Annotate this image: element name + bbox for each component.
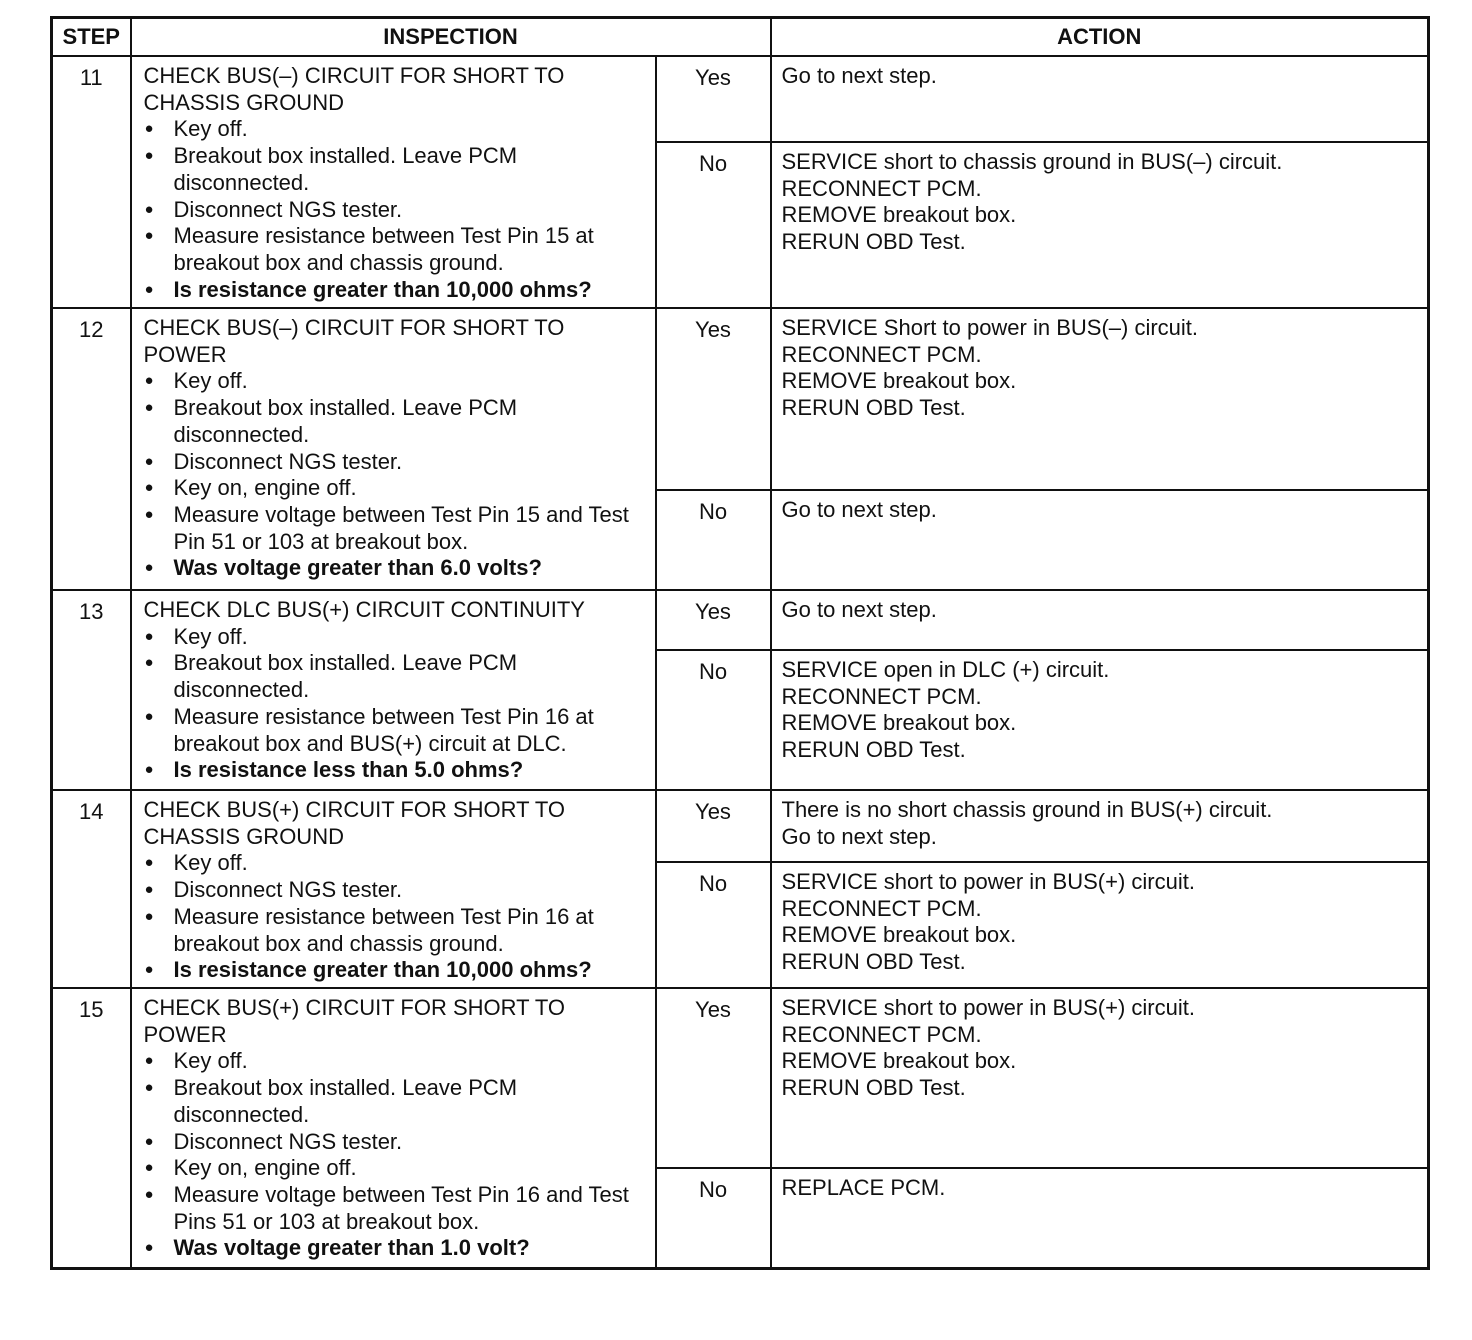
inspection-title: CHECK DLC BUS(+) CIRCUIT CONTINUITY — [143, 597, 585, 622]
action-line: REMOVE breakout box. — [781, 202, 1017, 228]
yes-action — [771, 988, 1429, 1168]
inspection-cell — [131, 790, 656, 988]
step-number: 11 — [52, 56, 131, 308]
action-line: RERUN OBD Test. — [781, 949, 966, 975]
action-line: RECONNECT PCM. — [781, 341, 982, 367]
no-label: No — [656, 862, 771, 988]
inspection-bullet: ● Key on, engine off. — [144, 1155, 647, 1182]
action-line: RECONNECT PCM. — [781, 1021, 982, 1047]
step-number: 14 — [52, 790, 131, 988]
yes-action — [771, 790, 1429, 862]
step-number: 13 — [52, 590, 131, 790]
yes-action — [771, 590, 1429, 650]
no-label: No — [656, 1168, 771, 1268]
action-line: SERVICE Short to power in BUS(–) circuit. — [781, 315, 1199, 340]
action-line: RECONNECT PCM. — [781, 175, 982, 201]
inspection-bullet: ● Key off. — [144, 624, 647, 651]
inspection-title: POWER — [143, 1021, 227, 1047]
action-line: Go to next step. — [781, 597, 937, 622]
inspection-question: ● Was voltage greater than 1.0 volt? — [144, 1235, 647, 1262]
yes-label: Yes — [656, 988, 771, 1168]
yes-label: Yes — [656, 308, 771, 490]
inspection-bullet: ● Key off. — [144, 850, 647, 877]
inspection-cell — [131, 56, 656, 308]
inspection-bullet: ● Breakout box installed. Leave PCM disconnected. — [144, 143, 647, 196]
inspection-bullet: ● Key off. — [144, 1048, 647, 1075]
action-line: RERUN OBD Test. — [781, 1075, 966, 1101]
inspection-bullet: ● Disconnect NGS tester. — [144, 877, 647, 904]
diagnostic-table — [50, 16, 1430, 1270]
header-action: ACTION — [771, 18, 1429, 57]
no-action — [771, 650, 1429, 790]
action-line: RERUN OBD Test. — [781, 737, 966, 763]
action-line: RERUN OBD Test. — [781, 395, 966, 421]
step-number: 15 — [52, 988, 131, 1268]
yes-label: Yes — [656, 790, 771, 862]
inspection-cell — [131, 308, 656, 590]
header-step: STEP — [52, 18, 131, 57]
inspection-bullet: ● Measure voltage between Test Pin 15 and Test Pin 51 or 103 at breakout box. — [144, 502, 647, 555]
inspection-bullets — [144, 368, 647, 582]
action-line: REMOVE breakout box. — [781, 922, 1017, 948]
inspection-bullet: ● Key off. — [144, 368, 647, 395]
inspection-question: ● Was voltage greater than 6.0 volts? — [144, 555, 647, 582]
no-label: No — [656, 142, 771, 308]
action-line: RERUN OBD Test. — [781, 229, 966, 255]
inspection-question: ● Is resistance less than 5.0 ohms? — [144, 757, 647, 784]
inspection-bullet: ● Measure resistance between Test Pin 15 at breakout box and chassis ground. — [144, 223, 647, 276]
step-row-yes — [52, 790, 1429, 862]
yes-action — [771, 308, 1429, 490]
action-line: REMOVE breakout box. — [781, 710, 1017, 736]
action-line: SERVICE short to power in BUS(+) circuit. — [781, 995, 1195, 1020]
inspection-bullet: ● Breakout box installed. Leave PCM disconnected. — [144, 395, 647, 448]
action-line: SERVICE open in DLC (+) circuit. — [781, 657, 1110, 682]
action-line: RECONNECT PCM. — [781, 683, 982, 709]
no-action — [771, 490, 1429, 590]
inspection-title: CHASSIS GROUND — [143, 89, 344, 115]
steps-body — [52, 56, 1429, 1268]
action-line: Go to next step. — [781, 823, 937, 849]
inspection-bullet: ● Measure resistance between Test Pin 16 at breakout box and BUS(+) circuit at DLC. — [144, 704, 647, 757]
inspection-bullet: ● Disconnect NGS tester. — [144, 1129, 647, 1156]
no-label: No — [656, 650, 771, 790]
inspection-title: CHASSIS GROUND — [143, 823, 344, 849]
yes-action — [771, 56, 1429, 142]
inspection-bullet: ● Measure resistance between Test Pin 16 at breakout box and chassis ground. — [144, 904, 647, 957]
action-line: Go to next step. — [781, 497, 937, 522]
action-line: SERVICE short to chassis ground in BUS(–) circuit. — [781, 149, 1283, 174]
inspection-title: CHECK BUS(–) CIRCUIT FOR SHORT TO — [143, 315, 565, 340]
inspection-bullets — [144, 850, 647, 984]
inspection-bullet: ● Breakout box installed. Leave PCM disconnected. — [144, 1075, 647, 1128]
header-inspection: INSPECTION — [131, 18, 771, 57]
inspection-bullet: ● Disconnect NGS tester. — [144, 197, 647, 224]
inspection-title: CHECK BUS(–) CIRCUIT FOR SHORT TO — [143, 63, 565, 88]
inspection-bullets — [144, 1048, 647, 1262]
no-action — [771, 142, 1429, 308]
action-line: SERVICE short to power in BUS(+) circuit. — [781, 869, 1195, 894]
inspection-cell — [131, 988, 656, 1268]
yes-label: Yes — [656, 56, 771, 142]
inspection-title: POWER — [143, 341, 227, 367]
action-line: REMOVE breakout box. — [781, 1048, 1017, 1074]
no-action — [771, 862, 1429, 988]
step-row-yes — [52, 988, 1429, 1168]
inspection-title: CHECK BUS(+) CIRCUIT FOR SHORT TO — [143, 995, 566, 1020]
inspection-bullets — [144, 624, 647, 784]
inspection-bullet: ● Breakout box installed. Leave PCM disconnected. — [144, 650, 647, 703]
yes-label: Yes — [656, 590, 771, 650]
action-line: Go to next step. — [781, 63, 937, 88]
inspection-bullet: ● Measure voltage between Test Pin 16 and Test Pins 51 or 103 at breakout box. — [144, 1182, 647, 1235]
action-line: REPLACE PCM. — [781, 1175, 946, 1200]
action-line: REMOVE breakout box. — [781, 368, 1017, 394]
inspection-bullet: ● Disconnect NGS tester. — [144, 449, 647, 476]
inspection-question: ● Is resistance greater than 10,000 ohms? — [144, 277, 647, 304]
step-row-yes — [52, 590, 1429, 650]
inspection-bullet: ● Key on, engine off. — [144, 475, 647, 502]
inspection-question: ● Is resistance greater than 10,000 ohms? — [144, 957, 647, 984]
inspection-title: CHECK BUS(+) CIRCUIT FOR SHORT TO — [143, 797, 566, 822]
step-row-yes — [52, 308, 1429, 490]
action-line: RECONNECT PCM. — [781, 895, 982, 921]
inspection-cell — [131, 590, 656, 790]
header-row — [52, 18, 1429, 57]
inspection-bullet: ● Key off. — [144, 116, 647, 143]
step-row-yes — [52, 56, 1429, 142]
inspection-bullets — [144, 116, 647, 303]
step-number: 12 — [52, 308, 131, 590]
no-label: No — [656, 490, 771, 590]
action-line: There is no short chassis ground in BUS(+) circuit. — [781, 797, 1273, 822]
no-action — [771, 1168, 1429, 1268]
